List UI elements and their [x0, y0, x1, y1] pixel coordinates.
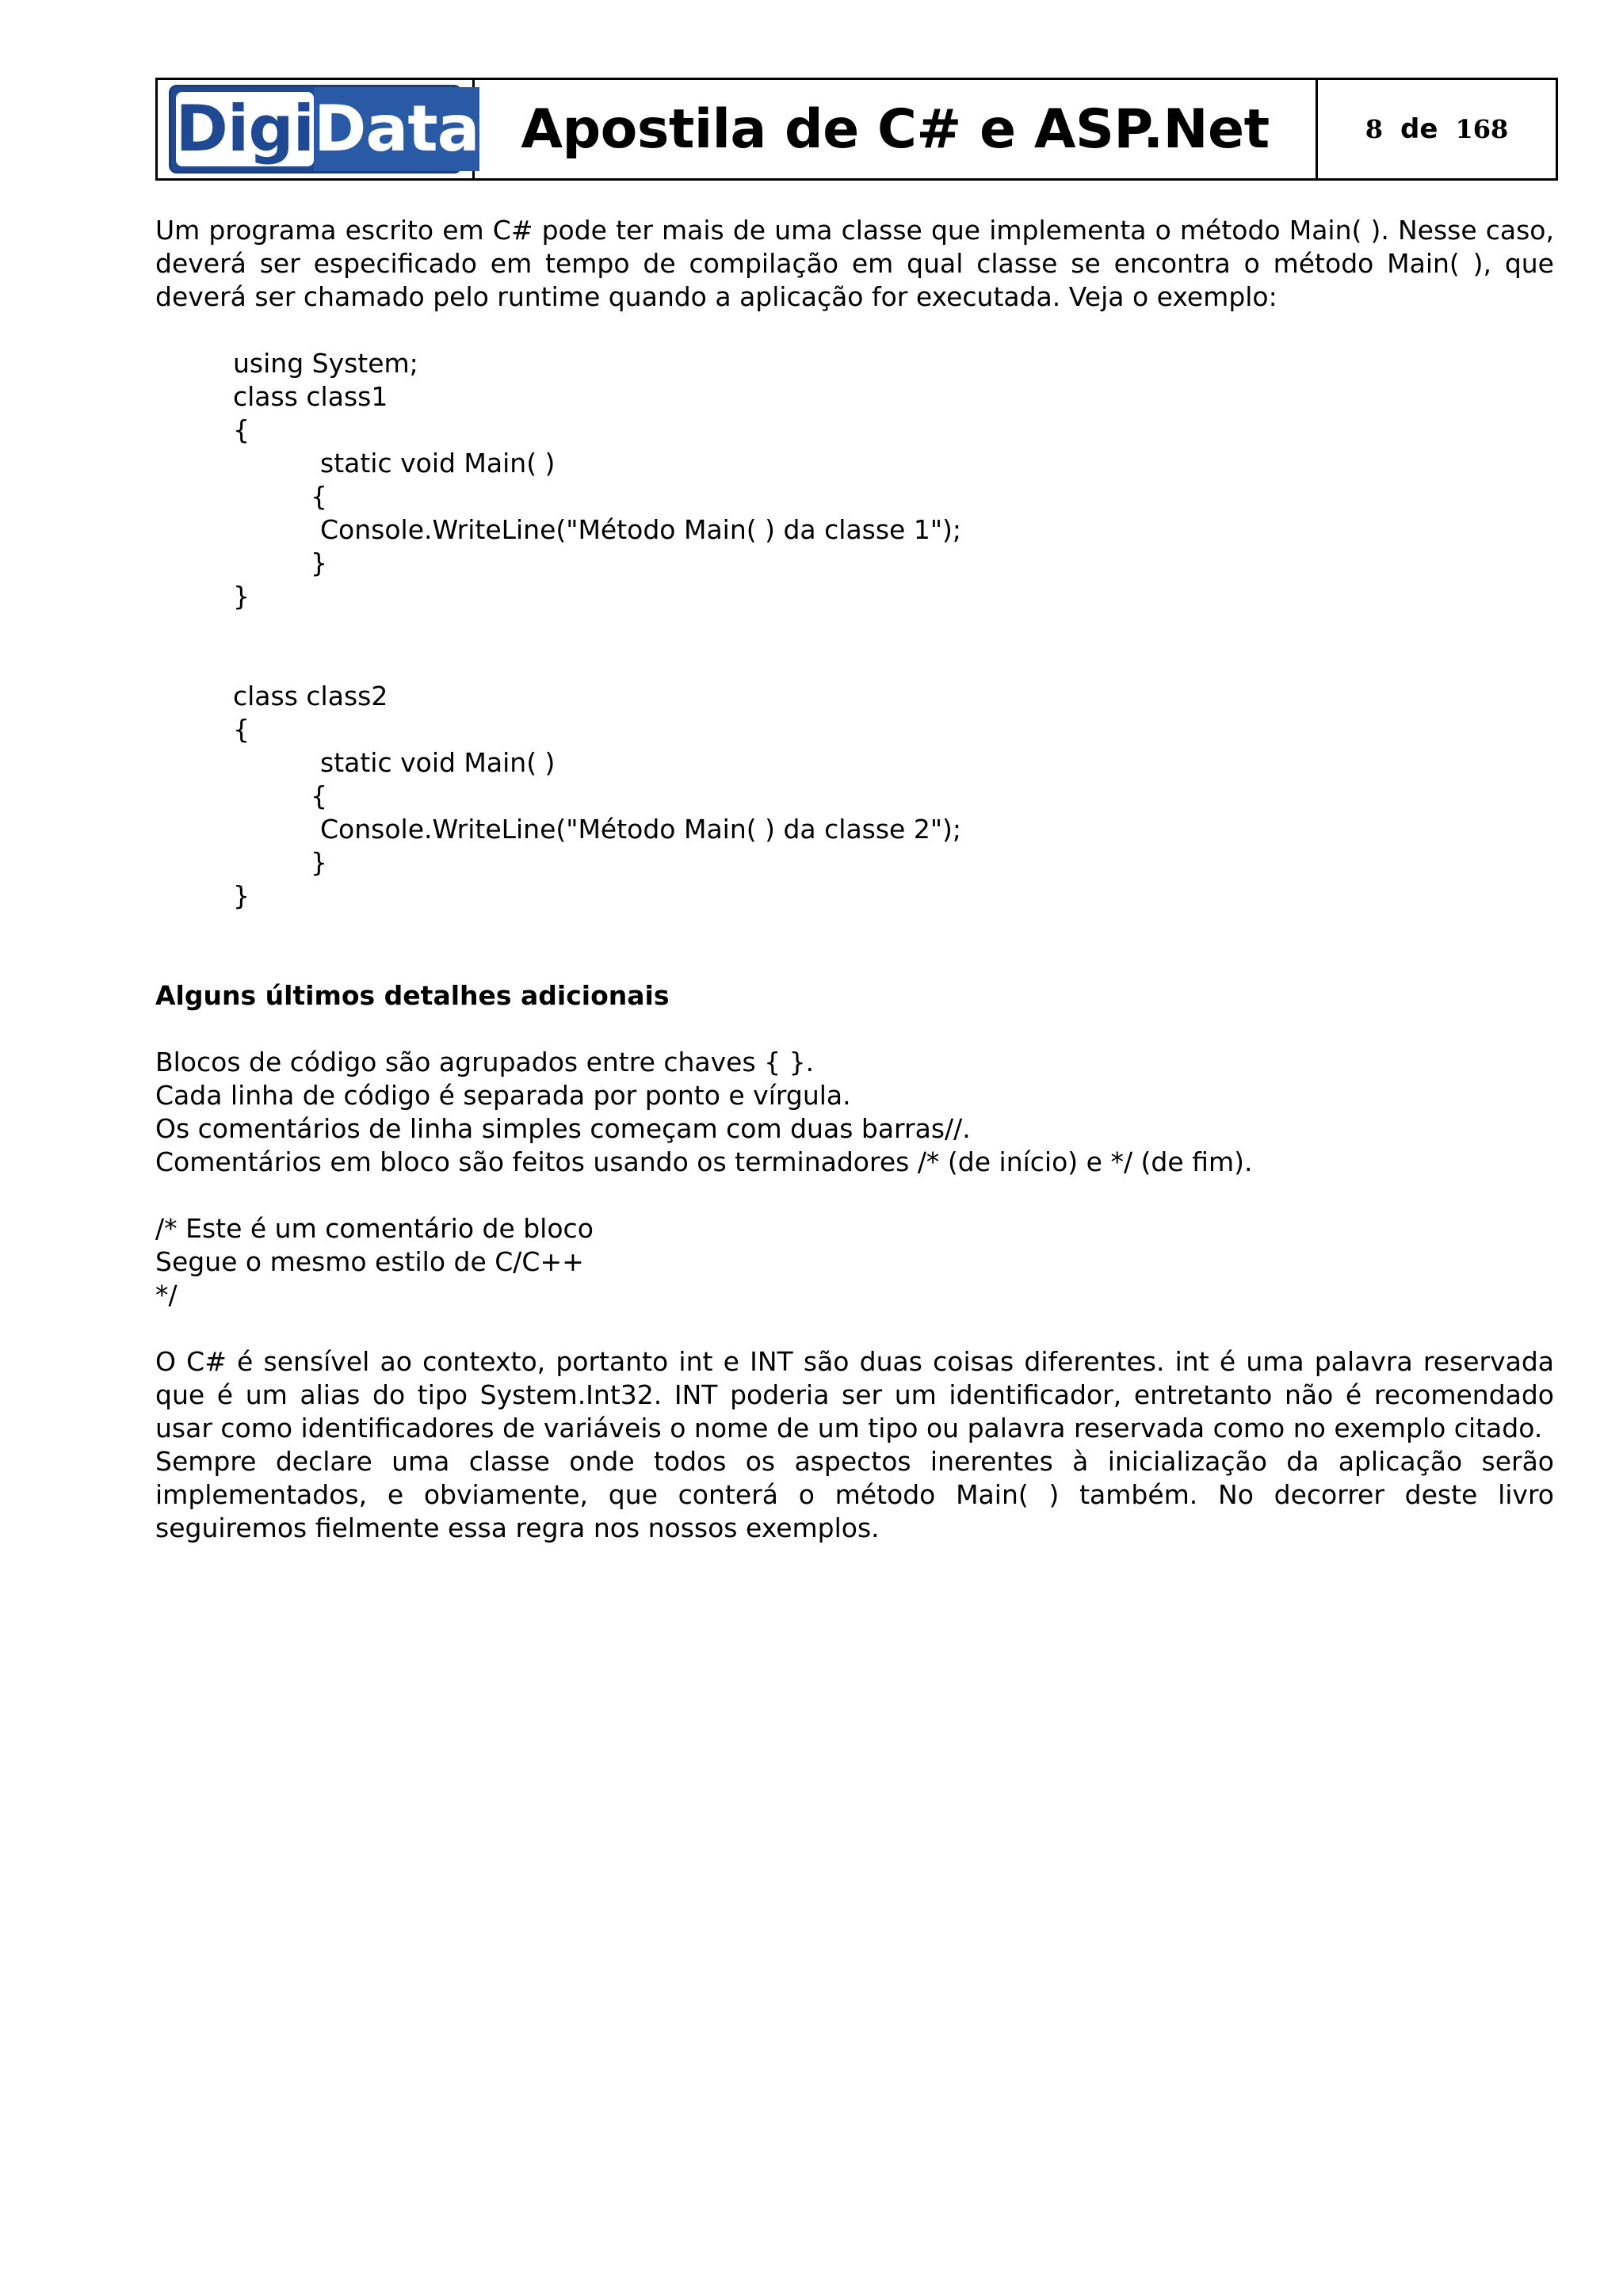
code-line: class class2 — [233, 681, 388, 711]
detail-line: Os comentários de linha simples começam com duas barras//. — [155, 1113, 971, 1144]
logo-data-text: Data — [314, 87, 479, 171]
code-line: { — [311, 481, 327, 512]
intro-paragraph: Um programa escrito em C# pode ter mais de uma classe que implementa o método Main( ). Nesse caso, deverá ser especificado em tempo de compilação em qual classe se encontra o método Main( ), que deverá ser chamado pelo runtime quando a aplicação for executada. Veja o exemplo: — [155, 215, 1554, 312]
code-line: } — [311, 547, 327, 578]
detail-line: Blocos de código são agrupados entre chaves { }. — [155, 1047, 815, 1077]
spacer — [155, 1179, 1554, 1212]
current-page: 8 — [1365, 114, 1384, 144]
document-title: Apostila de C# e ASP.Net — [521, 97, 1270, 161]
comment-line: */ — [155, 1280, 178, 1310]
total-pages: 168 — [1455, 114, 1509, 144]
title-cell — [475, 80, 1318, 178]
code-line: } — [311, 847, 327, 878]
spacer — [155, 1013, 1554, 1046]
code-line: Console.WriteLine("Método Main( ) da classe 1"); — [320, 514, 962, 545]
code-line: static void Main( ) — [320, 448, 556, 479]
case-sensitivity-paragraph: O C# é sensível ao contexto, portanto int e INT são duas coisas diferentes. int é uma palavra reservada que é um alias do tipo System.Int32. INT poderia ser um identificador, entretanto não é recomendado usar como identificadores de variáveis o nome de um tipo ou palavra reservada como no exemplo citado. — [155, 1346, 1554, 1444]
details-list — [155, 1046, 1554, 1179]
main-class-paragraph: Sempre declare uma classe onde todos os aspectos inerentes à inicialização da aplicação serão implementados, e obviamente, que conterá o método Main( ) também. No decorrer deste livro seguiremos fielmente essa regra nos nossos exemplos. — [155, 1446, 1554, 1543]
page-number-cell — [1318, 80, 1556, 178]
code-line: { — [311, 780, 327, 811]
code-line: static void Main( ) — [320, 747, 556, 778]
detail-line: Comentários em bloco são feitos usando os terminadores /* (de início) e */ (de fim). — [155, 1146, 1253, 1177]
code-line: { — [233, 714, 250, 745]
comment-example — [155, 1212, 1554, 1312]
code-line: using System; — [233, 348, 418, 379]
code-line: class class1 — [233, 381, 388, 412]
section-heading: Alguns últimos detalhes adicionais — [155, 980, 670, 1011]
code-example — [233, 347, 1554, 913]
digidata-logo — [169, 85, 479, 174]
logo-digi-text: Digi — [175, 92, 315, 166]
spacer — [155, 1312, 1554, 1345]
code-line: { — [233, 414, 250, 445]
spacer — [233, 613, 1554, 680]
page-body — [155, 214, 1554, 1545]
comment-line: /* Este é um comentário de bloco — [155, 1213, 594, 1244]
code-line: Console.WriteLine("Método Main( ) da classe 2"); — [320, 814, 962, 845]
spacer — [155, 913, 1554, 946]
code-line: } — [233, 581, 250, 612]
logo-cell — [158, 80, 479, 178]
page-header — [155, 78, 1558, 181]
detail-line: Cada linha de código é separada por ponto e vírgula. — [155, 1080, 851, 1111]
code-line: } — [233, 880, 250, 911]
page-separator: de — [1400, 113, 1438, 145]
comment-line: Segue o mesmo estilo de C/C++ — [155, 1246, 584, 1277]
